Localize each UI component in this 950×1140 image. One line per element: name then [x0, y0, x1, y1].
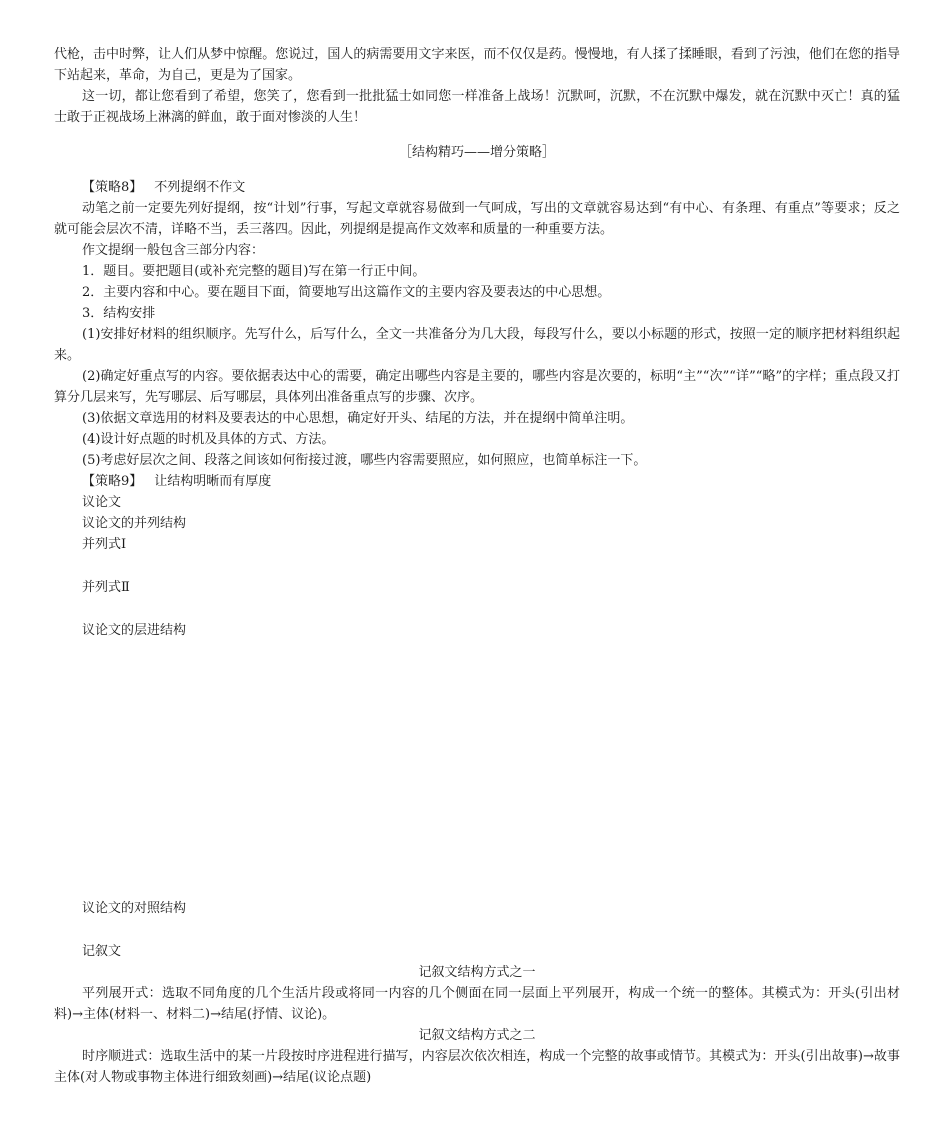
structure-point-2: (2)确定好重点写的内容。要依据表达中心的需要，确定出哪些内容是主要的，哪些内容是次要的，标明“主”“次”“详”“略”的字样；重点段又打算分几层来写，先写哪层、后写哪层，具体列出准备重点写的步骤、次序。 [54, 369, 900, 405]
strategy8-heading [54, 177, 900, 198]
narrative-method-2-text: 时序顺进式：选取生活中的某一片段按时序进程进行描写，内容层次依次相连，构成一个完整的故事或情节。其模式为：开头(引出故事)→故事主体(对人物或事物主体进行细致刻画)→结尾(议论点题) [54, 1049, 900, 1085]
intro-paragraph-1: 代枪，击中时弊，让人们从梦中惊醒。您说过，国人的病需要用文字来医，而不仅仅是药。慢慢地，有人揉了揉睡眼，看到了污浊，他们在您的指导下站起来，革命，为自己，更是为了国家。 [54, 47, 900, 83]
strategy9-tag: 【策略9】 [82, 474, 143, 489]
narrative-method-1-title: 记叙文结构方式之一 [418, 965, 536, 980]
outline-item-2: 2．主要内容和中心。要在题目下面，简要地写出这篇作文的主要内容及要表达的中心思想。 [82, 285, 611, 300]
contrast-structure-heading: 议论文的对照结构 [82, 901, 187, 916]
narrative-method-2-title: 记叙文结构方式之二 [418, 1028, 536, 1043]
outline-item-3: 3．结构安排 [82, 306, 156, 321]
strategy9-title: 让结构明晰而有厚度 [154, 474, 272, 489]
structure-point-5: (5)考虑好层次之间、段落之间该如何衔接过渡，哪些内容需要照应，如何照应，也简单标注一下。 [82, 453, 647, 468]
diagram-placeholder [54, 641, 900, 898]
strategy8-tag: 【策略8】 [82, 180, 143, 195]
strategy8-paragraph-2: 作文提纲一般包含三部分内容： [82, 243, 265, 258]
outline-item-1: 1．题目。要把题目(或补充完整的题目)写在第一行正中间。 [82, 264, 426, 279]
parallel-type-2: 并列式Ⅱ [82, 580, 130, 595]
progressive-structure-heading: 议论文的层进结构 [82, 623, 187, 638]
structure-point-4: (4)设计好点题的时机及具体的方式、方法。 [82, 432, 335, 447]
strategy9-heading [54, 471, 900, 492]
document-page [54, 44, 900, 1088]
parallel-structure-heading: 议论文的并列结构 [82, 516, 187, 531]
narrative-heading: 记叙文 [82, 944, 122, 959]
intro-paragraph-2: 这一切，都让您看到了希望，您笑了，您看到一批批猛士如同您一样准备上战场！沉默呵，沉默，不在沉默中爆发，就在沉默中灭亡！真的猛士敢于正视战场上淋漓的鲜血，敢于面对惨淡的人生！ [54, 89, 900, 125]
parallel-type-1: 并列式Ⅰ [82, 537, 127, 552]
structure-point-3: (3)依据文章选用的材料及要表达的中心思想，确定好开头、结尾的方法，并在提纲中简单注明。 [82, 411, 634, 426]
narrative-method-1-text: 平列展开式：选取不同角度的几个生活片段或将同一内容的几个侧面在同一层面上平列展开，构成一个统一的整体。其模式为：开头(引出材料)→主体(材料一、材料二)→结尾(抒情、议论)。 [54, 986, 900, 1022]
argumentative-heading: 议论文 [82, 495, 122, 510]
strategy8-title: 不列提纲不作文 [154, 180, 246, 195]
strategy8-paragraph-1: 动笔之前一定要先列好提纲，按“计划”行事，写起文章就容易做到一气呵成，写出的文章就容易达到“有中心、有条理、有重点”等要求；反之就可能会层次不清，详略不当，丢三落四。因此，列提纲是提高作文效率和质量的一种重要方法。 [54, 201, 900, 237]
structure-point-1: (1)安排好材料的组织顺序。先写什么，后写什么，全文一共准备分为几大段，每段写什么，要以小标题的形式，按照一定的顺序把材料组织起来。 [54, 327, 900, 363]
section-title: ［结构精巧——增分策略］ [398, 145, 555, 160]
